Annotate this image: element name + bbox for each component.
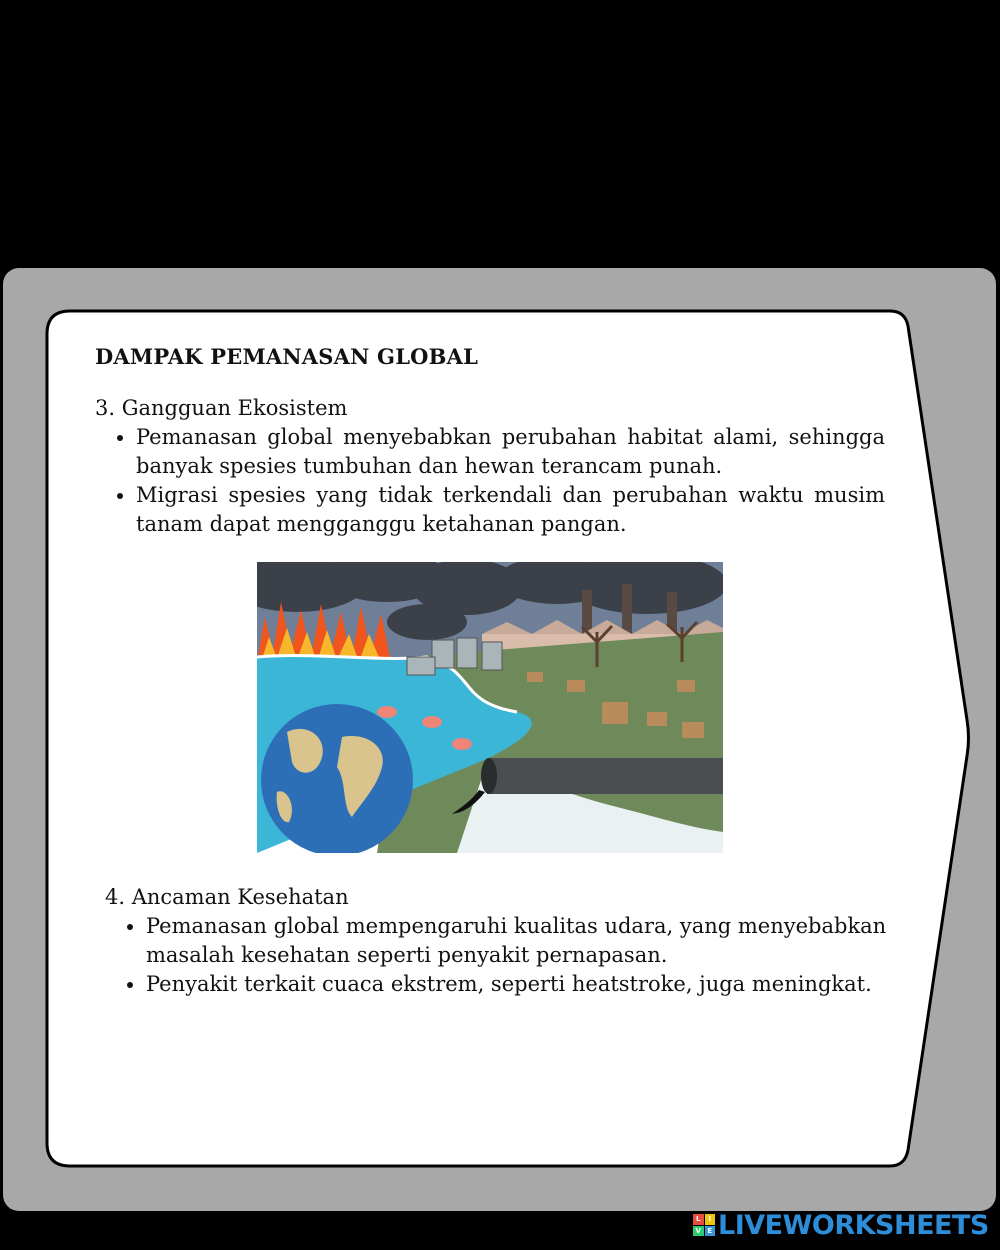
list-item: • Pemanasan global mempengaruhi kualitas udara, yang menyebabkan masalah kesehatan seperti penyakit pernapasan. (146, 912, 900, 970)
section-ancaman-kesehatan (105, 883, 900, 999)
bullet-list (95, 423, 885, 539)
section-gangguan-ekosistem (95, 394, 885, 539)
list-item: • Migrasi spesies yang tidak terkendali dan perubahan waktu musim tanam dapat mengganggu ketahanan pangan. (136, 481, 885, 539)
bullet-list (105, 912, 900, 999)
list-item: • Pemanasan global menyebabkan perubahan habitat alami, sehingga banyak spesies tumbuhan dan hewan terancam punah. (136, 423, 885, 481)
pollution-illustration (257, 562, 723, 853)
section-heading: 3. Gangguan Ekosistem (95, 396, 348, 420)
section-heading: 4. Ancaman Kesehatan (105, 885, 349, 909)
page-title: DAMPAK PEMANASAN GLOBAL (95, 344, 479, 369)
liveworksheets-logo[interactable] (693, 1209, 989, 1241)
brand-name: LIVEWORKSHEETS (718, 1209, 989, 1241)
list-item: • Penyakit terkait cuaca ekstrem, seperti heatstroke, juga meningkat. (146, 970, 900, 999)
logo-icon: L I V E (693, 1214, 715, 1236)
